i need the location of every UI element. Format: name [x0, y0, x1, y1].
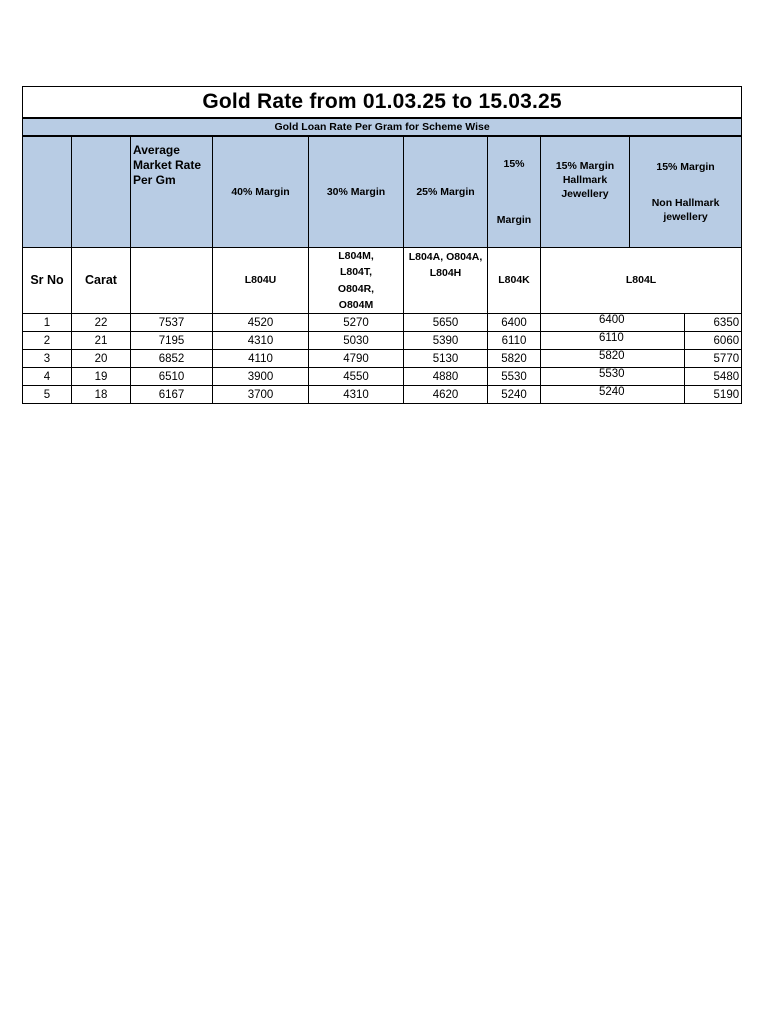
table-row	[23, 314, 742, 332]
label-sr-no: Sr No	[23, 248, 72, 314]
cell-avg: 6510	[131, 368, 213, 386]
code-25-line: L804H	[429, 267, 462, 280]
cell-15: 6110	[488, 332, 541, 350]
cell-15: 5820	[488, 350, 541, 368]
cell-25: 5390	[404, 332, 488, 350]
cell-hallmark: 5530	[541, 368, 685, 386]
header-25-margin: 25% Margin	[404, 136, 488, 248]
cell-30: 4550	[309, 368, 404, 386]
header-blank-sr	[23, 136, 72, 248]
cell-carat: 21	[72, 332, 131, 350]
cell-sr: 5	[23, 386, 72, 404]
header-blank-carat	[72, 136, 131, 248]
cell-nonhall: 5480	[685, 368, 742, 386]
table-row	[23, 350, 742, 368]
code-25-line: L804A, O804A,	[408, 251, 483, 263]
cell-25: 4880	[404, 368, 488, 386]
cell-carat: 22	[72, 314, 131, 332]
page-title: Gold Rate from 01.03.25 to 15.03.25	[23, 87, 742, 119]
cell-40: 3700	[213, 386, 309, 404]
header-30-margin: 30% Margin	[309, 136, 404, 248]
code-30-line: L804T,	[339, 266, 373, 279]
cell-40: 3900	[213, 368, 309, 386]
header-15-margin-bottom: Margin	[496, 213, 532, 226]
cell-30: 5030	[309, 332, 404, 350]
cell-40: 4110	[213, 350, 309, 368]
cell-avg: 7537	[131, 314, 213, 332]
cell-hallmark: 6400	[541, 314, 685, 332]
cell-nonhall: 6350	[685, 314, 742, 332]
cell-sr: 2	[23, 332, 72, 350]
cell-15: 5530	[488, 368, 541, 386]
cell-25: 5130	[404, 350, 488, 368]
header-nonhall-top: 15% Margin	[656, 161, 715, 173]
header-15-margin	[488, 136, 541, 248]
cell-nonhall: 6060	[685, 332, 742, 350]
header-40-margin: 40% Margin	[213, 136, 309, 248]
table-subtitle: Gold Loan Rate Per Gram for Scheme Wise	[23, 118, 742, 136]
cell-40: 4310	[213, 332, 309, 350]
cell-sr: 1	[23, 314, 72, 332]
cell-sr: 3	[23, 350, 72, 368]
cell-40: 4520	[213, 314, 309, 332]
cell-15: 6400	[488, 314, 541, 332]
cell-nonhall: 5770	[685, 350, 742, 368]
header-15-margin-non-hallmark	[630, 136, 742, 248]
cell-30: 4310	[309, 386, 404, 404]
cell-hallmark: 5820	[541, 350, 685, 368]
cell-carat: 19	[72, 368, 131, 386]
code-15-hallmark-nonhall: L804L	[541, 248, 742, 314]
code-40-margin: L804U	[213, 248, 309, 314]
cell-15: 5240	[488, 386, 541, 404]
cell-30: 5270	[309, 314, 404, 332]
table-row	[23, 368, 742, 386]
header-15-margin-top: 15%	[503, 158, 525, 170]
cell-hallmark: 6110	[541, 332, 685, 350]
header-avg-rate: Average Market Rate Per Gm	[131, 136, 213, 248]
code-avg-blank	[131, 248, 213, 314]
cell-hallmark: 5240	[541, 386, 685, 404]
code-30-line: L804M,	[338, 250, 374, 262]
label-carat: Carat	[72, 248, 131, 314]
cell-25: 5650	[404, 314, 488, 332]
table-row	[23, 332, 742, 350]
cell-sr: 4	[23, 368, 72, 386]
gold-rate-table	[22, 86, 742, 404]
cell-avg: 6167	[131, 386, 213, 404]
table-row	[23, 386, 742, 404]
cell-carat: 18	[72, 386, 131, 404]
cell-25: 4620	[404, 386, 488, 404]
code-30-line: O804M	[338, 298, 374, 311]
code-15-margin: L804K	[488, 248, 541, 314]
cell-nonhall: 5190	[685, 386, 742, 404]
cell-30: 4790	[309, 350, 404, 368]
code-30-margin	[309, 248, 404, 314]
code-25-margin	[404, 248, 488, 314]
cell-avg: 7195	[131, 332, 213, 350]
cell-carat: 20	[72, 350, 131, 368]
code-30-line: O804R,	[337, 282, 375, 295]
cell-avg: 6852	[131, 350, 213, 368]
gold-rate-sheet	[22, 86, 741, 404]
header-nonhall-bottom: Non Hallmark jewellery	[651, 196, 720, 223]
header-15-margin-hallmark: 15% Margin Hallmark Jewellery	[541, 136, 630, 248]
